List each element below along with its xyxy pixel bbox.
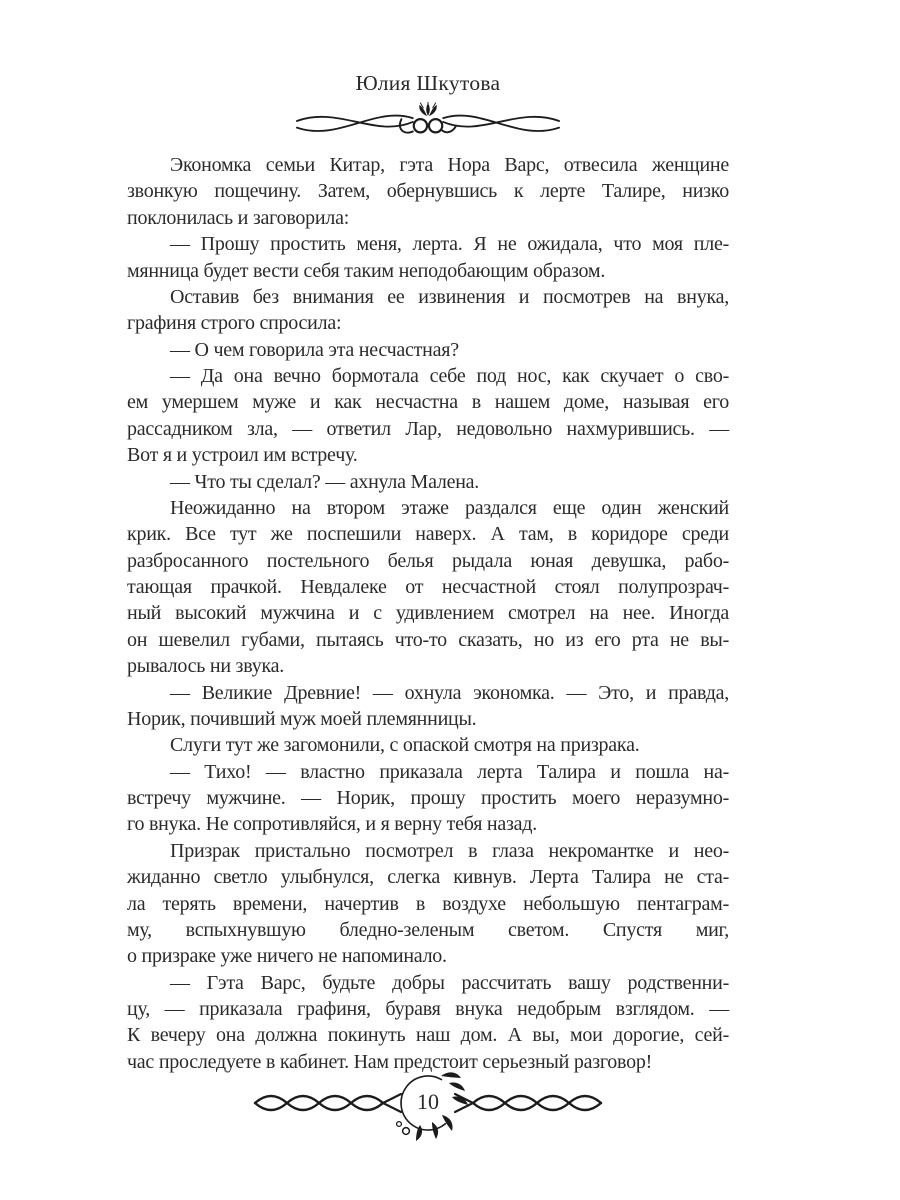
text-line: Призрак пристально посмотрел в глаза некромантке и нео- <box>170 839 729 862</box>
text-line: — О чем говорила эта несчастная? <box>170 338 459 361</box>
calligraphy-loops-icon <box>400 119 456 133</box>
paragraph <box>127 759 729 838</box>
text-line: — Прошу простить меня, лерта. Я не ожидала, что моя пле- <box>170 233 729 256</box>
text-line: он шевелил губами, пытаясь что-то сказать, но из его рта не вы- <box>127 628 729 651</box>
text-line: цу, — приказала графиня, буравя внука недобрым взглядом. — <box>127 998 729 1020</box>
text-line: Оставив без внимания ее извинения и посмотрев на внука, <box>170 285 729 308</box>
paragraph <box>127 231 729 284</box>
paragraph <box>127 337 729 363</box>
text-line: ла терять времени, начертив в воздухе небольшую пентаграм- <box>127 892 729 915</box>
text-line: графиня строго спросила: <box>127 312 342 335</box>
flourish-left-icon <box>297 116 413 132</box>
header-divider-ornament <box>286 102 570 140</box>
page-number: 10 <box>417 1089 439 1115</box>
text-line: встречу мужчине. — Норик, прошу простить моего неразумно- <box>127 787 729 809</box>
text-line: рассадником зла, — ответил Лар, недовольно нахмурившись. — <box>127 417 729 440</box>
text-line: Экономка семьи Китар, гэта Нора Варс, отвесила женщине <box>170 154 729 176</box>
text-line: го внука. Не сопротивляйся, и я верну тебя назад. <box>127 813 537 836</box>
text-line: Вот я и устроил им встречу. <box>127 444 358 467</box>
paragraph <box>127 732 729 758</box>
text-line: Неожиданно на втором этаже раздался еще один женский <box>170 496 729 519</box>
text-line: жиданно светло улыбнулся, слегка кивнув. Лерта Талира не ста- <box>127 866 729 889</box>
text-line: Норик, почивший муж моей племянницы. <box>127 707 477 730</box>
paragraph <box>127 363 729 469</box>
paragraph <box>127 495 729 680</box>
text-line: час проследуете в кабинет. Нам предстоит серьезный разговор! <box>127 1050 653 1073</box>
page-body <box>127 152 729 1075</box>
tulip-icon <box>419 102 436 116</box>
text-line: — Тихо! — властно приказала лерта Талира и пошла на- <box>170 760 729 783</box>
text-line: о призраке уже ничего не напоминало. <box>127 945 447 968</box>
text-line: крик. Все тут же поспешили наверх. А там, в коридоре среди <box>127 523 729 546</box>
text-line: — Великие Древние! — охнула экономка. — Это, и правда, <box>170 681 729 704</box>
text-column <box>127 0 729 1145</box>
text-line: поклонилась и заговорила: <box>127 206 350 229</box>
text-line: разбросанного постельного белья рыдала юная девушка, рабо- <box>127 549 729 572</box>
text-line: звонкую пощечину. Затем, обернувшись к лерте Талире, низко <box>127 180 729 203</box>
text-line: — Да она вечно бормотала себе под нос, как скучает о сво- <box>170 365 729 387</box>
text-line: рывалось ни звука. <box>127 655 285 678</box>
text-line: — Что ты сделал? — ахнула Малена. <box>170 470 480 493</box>
text-line: тающая прачкой. Невдалеке от несчастной стоял полупрозрач- <box>127 576 729 598</box>
text-line: ем умершем муже и как несчастна в нашем доме, называя его <box>127 391 729 414</box>
paragraph <box>127 838 729 970</box>
paragraph <box>127 469 729 495</box>
paragraph <box>127 970 729 1076</box>
flourish-right-icon <box>443 116 559 132</box>
text-line: Слуги тут же загомонили, с опаской смотря на призрака. <box>170 734 640 757</box>
text-line: ный высокий мужчина и с удивлением смотрел на нее. Иногда <box>127 602 729 625</box>
paragraph <box>127 284 729 337</box>
text-line: мянница будет вести себя таким неподобающим образом. <box>127 259 606 282</box>
text-line: му, вспыхнувшую бледно-зеленым светом. Спустя миг, <box>127 918 729 941</box>
text-line: К вечеру она должна покинуть наш дом. А вы, мои дорогие, сей- <box>127 1024 729 1047</box>
text-line: — Гэта Варс, будьте добры рассчитать вашу родственни- <box>170 971 729 994</box>
author-name: Юлия Шкутова <box>355 71 501 95</box>
footer-ornament <box>253 1069 603 1145</box>
paragraph <box>127 152 729 231</box>
paragraph <box>127 680 729 733</box>
